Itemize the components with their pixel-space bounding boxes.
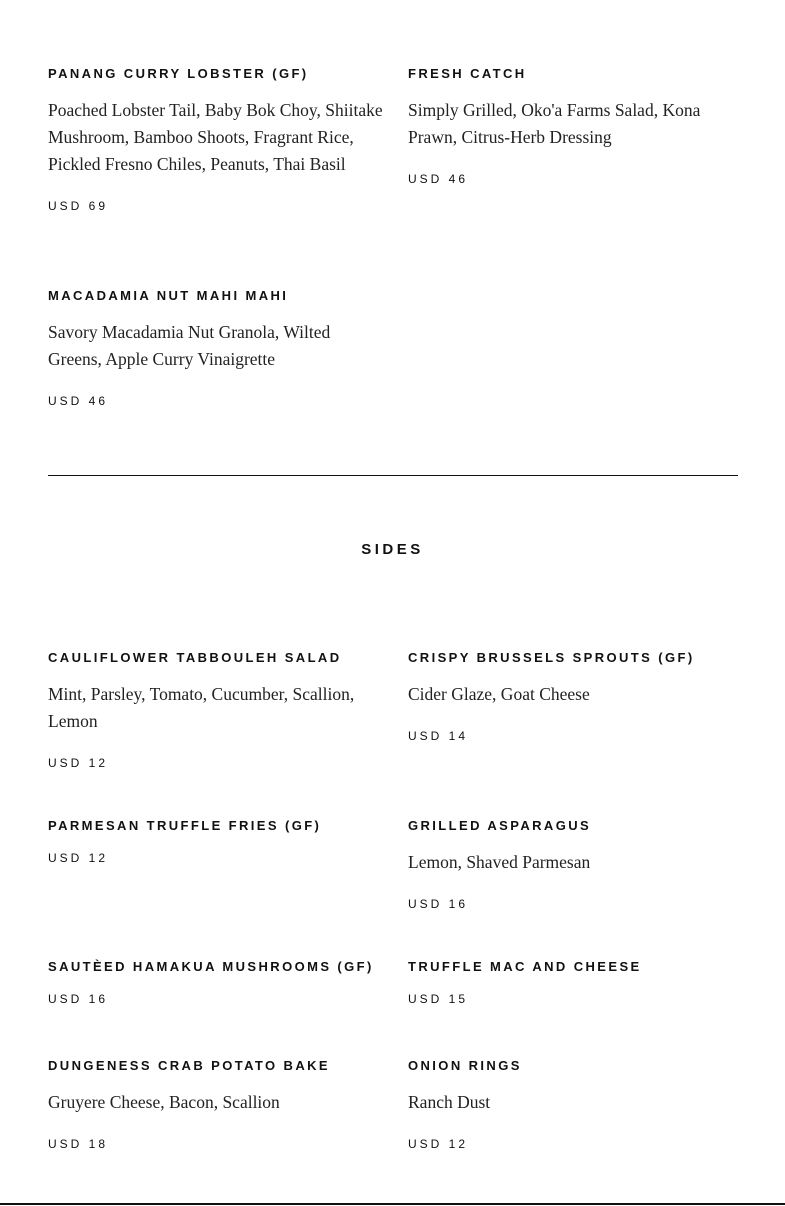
menu-item bbox=[48, 818, 388, 865]
item-name: CRISPY BRUSSELS SPROUTS (GF) bbox=[408, 650, 695, 665]
menu-item bbox=[408, 66, 748, 186]
item-name: GRILLED ASPARAGUS bbox=[408, 818, 592, 833]
item-description: Ranch Dust bbox=[408, 1092, 491, 1112]
item-name: CAULIFLOWER TABBOULEH SALAD bbox=[48, 650, 342, 665]
item-price: USD 69 bbox=[48, 199, 109, 213]
menu-item bbox=[408, 818, 748, 911]
menu-item bbox=[48, 1058, 388, 1151]
menu-item bbox=[48, 288, 388, 408]
item-description: Savory Macadamia Nut Granola, Wilted Greens, Apple Curry Vinaigrette bbox=[48, 322, 331, 369]
menu-item bbox=[408, 650, 748, 743]
bottom-divider bbox=[0, 1203, 785, 1205]
item-price: USD 15 bbox=[408, 992, 469, 1006]
menu-item bbox=[408, 1058, 748, 1151]
item-description: Cider Glaze, Goat Cheese bbox=[408, 684, 590, 704]
item-name: FRESH CATCH bbox=[408, 66, 527, 81]
item-name: PARMESAN TRUFFLE FRIES (GF) bbox=[48, 818, 322, 833]
item-description: Gruyere Cheese, Bacon, Scallion bbox=[48, 1092, 280, 1112]
item-price: USD 12 bbox=[408, 1137, 469, 1151]
item-price: USD 16 bbox=[48, 992, 109, 1006]
menu-item bbox=[408, 959, 748, 1006]
item-description: Mint, Parsley, Tomato, Cucumber, Scallion, Lemon bbox=[48, 684, 355, 731]
menu-item bbox=[48, 650, 388, 770]
menu-item bbox=[48, 66, 388, 213]
item-price: USD 14 bbox=[408, 729, 469, 743]
item-description: Poached Lobster Tail, Baby Bok Choy, Shiitake Mushroom, Bamboo Shoots, Fragrant Rice, Pickled Fresno Chiles, Peanuts, Thai Basil bbox=[48, 100, 383, 174]
item-description: Simply Grilled, Oko'a Farms Salad, Kona Prawn, Citrus-Herb Dressing bbox=[408, 100, 701, 147]
item-price: USD 12 bbox=[48, 756, 109, 770]
item-name: DUNGENESS CRAB POTATO BAKE bbox=[48, 1058, 330, 1073]
item-description: Lemon, Shaved Parmesan bbox=[408, 852, 591, 872]
section-divider bbox=[48, 475, 738, 476]
section-title: SIDES bbox=[361, 541, 424, 558]
menu-item bbox=[48, 959, 388, 1006]
item-name: ONION RINGS bbox=[408, 1058, 522, 1073]
item-name: SAUTÈED HAMAKUA MUSHROOMS (GF) bbox=[48, 959, 374, 974]
item-price: USD 12 bbox=[48, 851, 109, 865]
item-price: USD 46 bbox=[408, 172, 469, 186]
item-name: TRUFFLE MAC AND CHEESE bbox=[408, 959, 642, 974]
item-name: MACADAMIA NUT MAHI MAHI bbox=[48, 288, 289, 303]
item-price: USD 18 bbox=[48, 1137, 109, 1151]
item-price: USD 46 bbox=[48, 394, 109, 408]
item-price: USD 16 bbox=[408, 897, 469, 911]
item-name: PANANG CURRY LOBSTER (GF) bbox=[48, 66, 309, 81]
